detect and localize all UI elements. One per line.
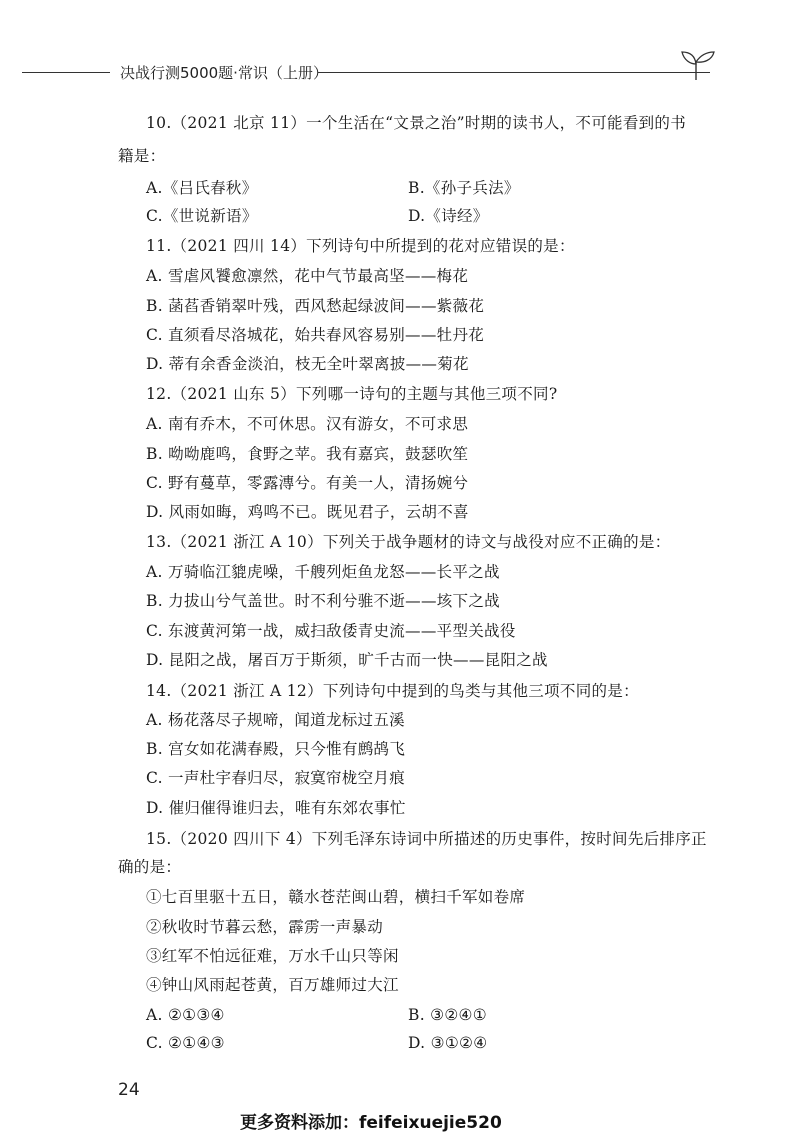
question-14-option-a: A. 杨花落尽子规啼，闻道龙标过五溪 <box>146 711 405 729</box>
question-14-option-b: B. 宫女如花满春殿，只今惟有鹧鸪飞 <box>146 740 406 758</box>
question-15-stem: 15.（2020 四川下 4）下列毛泽东诗词中所描述的历史事件，按时间先后排序正 <box>146 830 707 848</box>
question-14-stem: 14.（2021 浙江 A 12）下列诗句中提到的鸟类与其他三项不同的是： <box>146 682 639 700</box>
question-13-stem: 13.（2021 浙江 A 10）下列关于战争题材的诗文与战役对应不正确的是： <box>146 533 671 551</box>
question-15-option-a: A. ②①③④ <box>146 1006 225 1024</box>
question-11-stem: 11.（2021 四川 14）下列诗句中所提到的花对应错误的是： <box>146 237 575 255</box>
question-10-option-c: C.《世说新语》 <box>146 207 258 225</box>
question-10-stem: 10.（2021 北京 11）一个生活在“文景之治”时期的读书人，不可能看到的书 <box>146 114 687 132</box>
question-13-option-c: C. 东渡黄河第一战，威扫敌倭青史流——平型关战役 <box>146 622 516 640</box>
question-12-option-b: B. 呦呦鹿鸣，食野之苹。我有嘉宾，鼓瑟吹笙 <box>146 445 469 463</box>
question-12-option-d: D. 风雨如晦，鸡鸣不已。既见君子，云胡不喜 <box>146 503 469 521</box>
page-number: 24 <box>118 1080 140 1100</box>
question-13-option-d: D. 昆阳之战，屠百万于斯须，旷千古而一快——昆阳之战 <box>146 651 548 669</box>
question-13-option-b: B. 力拔山兮气盖世。时不利兮骓不逝——垓下之战 <box>146 592 500 610</box>
question-13-option-a: A. 万骑临江貔虎噪，千艘列炬鱼龙怒——长平之战 <box>146 563 500 581</box>
watermark-text: 更多资料添加：feifeixuejie520 <box>240 1113 502 1133</box>
header-rule-left <box>22 72 110 73</box>
sprout-icon <box>672 42 720 82</box>
question-10-option-d: D.《诗经》 <box>408 207 489 225</box>
question-15-option-d: D. ③①②④ <box>408 1034 488 1052</box>
question-10-stem-cont: 籍是： <box>118 147 166 165</box>
question-12-option-c: C. 野有蔓草，零露漙兮。有美一人，清扬婉兮 <box>146 474 469 492</box>
question-15-option-b: B. ③②④① <box>408 1006 487 1024</box>
question-11-option-a: A. 雪虐风饕愈凛然，花中气节最高坚——梅花 <box>146 267 469 285</box>
question-15-option-c: C. ②①④③ <box>146 1034 225 1052</box>
question-14-option-d: D. 催归催得谁归去，唯有东郊农事忙 <box>146 799 406 817</box>
book-title: 决战行测5000题·常识（上册） <box>120 64 328 82</box>
question-15-item-1: ①七百里驱十五日，赣水苍茫闽山碧，横扫千军如卷席 <box>146 888 526 906</box>
question-15-item-2: ②秋收时节暮云愁，霹雳一声暴动 <box>146 918 384 936</box>
question-12-option-a: A. 南有乔木，不可休思。汉有游女，不可求思 <box>146 415 469 433</box>
question-15-item-4: ④钟山风雨起苍黄，百万雄师过大江 <box>146 976 399 994</box>
question-15-item-3: ③红军不怕远征难，万水千山只等闲 <box>146 947 399 965</box>
running-header <box>22 62 722 84</box>
question-12-stem: 12.（2021 山东 5）下列哪一诗句的主题与其他三项不同? <box>146 385 558 403</box>
header-rule-right <box>318 72 710 73</box>
question-10-option-a: A.《吕氏春秋》 <box>146 179 258 197</box>
question-15-stem-cont: 确的是： <box>118 858 182 876</box>
question-11-option-c: C. 直须看尽洛城花，始共春风容易别——牡丹花 <box>146 326 485 344</box>
question-11-option-b: B. 菡萏香销翠叶残，西风愁起绿波间——紫薇花 <box>146 297 485 315</box>
question-14-option-c: C. 一声杜宇春归尽，寂寞帘栊空月痕 <box>146 769 406 787</box>
question-10-option-b: B.《孙子兵法》 <box>408 179 520 197</box>
question-11-option-d: D. 蒂有余香金淡泊，枝无全叶翠离披——菊花 <box>146 355 469 373</box>
